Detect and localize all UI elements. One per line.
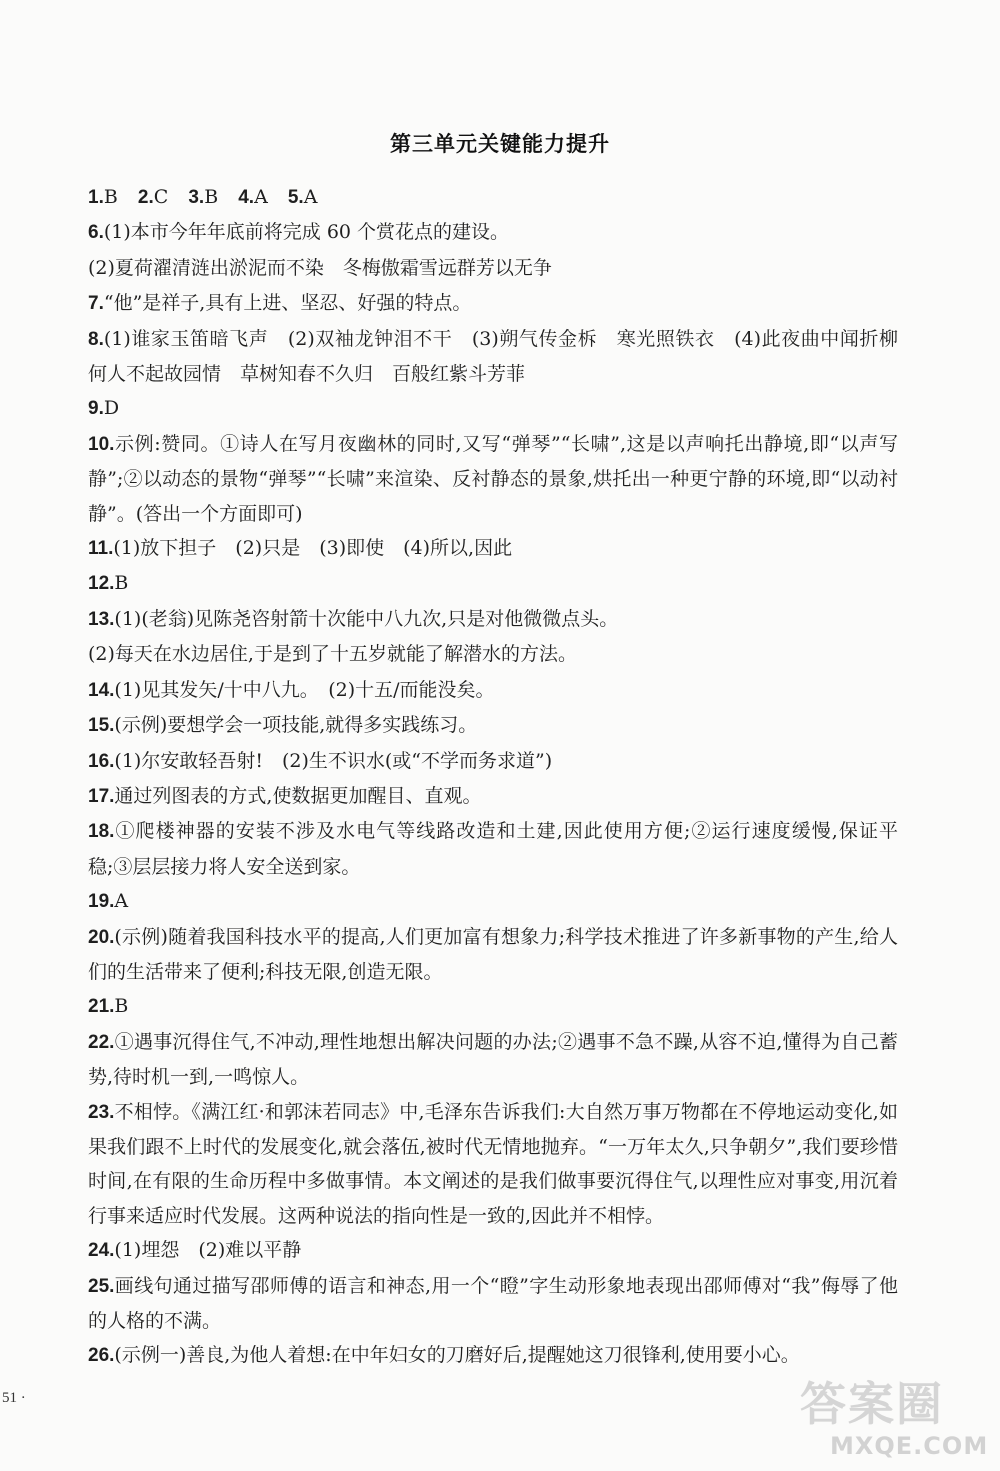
answer-number: 8. <box>88 328 104 350</box>
answer-item <box>88 391 898 426</box>
answer-number: 2. <box>137 187 154 208</box>
answer-number: 10. <box>88 433 115 455</box>
answer-number: 4. <box>238 187 255 208</box>
answer-text: A <box>114 890 129 913</box>
answer-item <box>88 1095 898 1234</box>
answer-text: A <box>303 186 318 208</box>
answer-item <box>88 779 898 814</box>
answer-text: 示例:赞同。①诗人在写月夜幽林的同时,又写“弹琴”“长啸”,这是以声响托出静境,即“以声写静”;②以动态的景物“弹琴”“长啸”来渲染、反衬静态的景象,烘托出一种更宁静的环境,即“以动衬静”。(答出一个方面即可) <box>88 432 898 525</box>
answer-number: 19. <box>88 891 115 913</box>
answer-item <box>88 322 918 392</box>
answer-item <box>88 920 898 990</box>
answer-item <box>88 673 898 708</box>
answer-text: (示例)随着我国科技水平的提高,人们更加富有想象力;科学技术推进了许多新事物的产生,给人们的生活带来了便利;科技无限,创造无限。 <box>88 925 898 983</box>
answer-item <box>88 1338 898 1373</box>
page-title: 第三单元关键能力提升 <box>390 132 610 156</box>
answer-item <box>88 814 898 884</box>
answer-item <box>88 1233 898 1268</box>
answer-item <box>88 566 898 601</box>
answer-item <box>88 286 898 321</box>
answer-item <box>88 989 898 1024</box>
answer-item <box>88 427 898 531</box>
answer-number: 25. <box>88 1275 115 1297</box>
answer-number: 21. <box>88 996 115 1018</box>
answer-text: (1)埋怨 (2)难以平静 <box>114 1239 302 1262</box>
watermark-chars: 答案圈 <box>800 1377 944 1431</box>
answer-text: B <box>114 572 129 595</box>
answer-text: (1)放下担子 (2)只是 (3)即使 (4)所以,因此 <box>113 537 513 560</box>
answer-text: ①爬楼神器的安装不涉及水电气等线路改造和土建,因此使用方便;②运行速度缓慢,保证平稳;③层层接力将人安全送到家。 <box>88 820 898 878</box>
answer-item-1-5 <box>88 180 898 215</box>
answer-text: 通过列图表的方式,使数据更加醒目、直观。 <box>114 784 482 807</box>
answer-text: 画线句通过描写邵师傅的语言和神态,用一个“瞪”字生动形象地表现出邵师傅对“我”侮辱了他的人格的不满。 <box>88 1274 898 1332</box>
answer-text: (示例)要想学会一项技能,就得多实践练习。 <box>114 714 478 737</box>
answer-number: 15. <box>88 715 115 737</box>
answer-text: (1)谁家玉笛暗飞声 (2)双袖龙钟泪不干 (3)朔气传金柝 寒光照铁衣 (4)此夜曲中闻折柳 何人不起故园情 草树知春不久归 百般红紫斗芳菲 <box>88 327 918 386</box>
answer-number: 11. <box>88 538 114 560</box>
answer-item <box>88 744 898 779</box>
watermark-url: MXQE.COM <box>830 1432 989 1460</box>
answer-text: A <box>254 186 268 208</box>
answer-number: 26. <box>88 1345 115 1367</box>
answer-text: D <box>103 397 120 420</box>
answer-number: 16. <box>88 750 115 772</box>
answer-item <box>88 531 898 566</box>
answer-number: 18. <box>88 821 115 843</box>
answer-text: “他”是祥子,具有上进、坚忍、好强的特点。 <box>103 292 472 315</box>
answer-text: B <box>204 186 219 208</box>
answer-number: 5. <box>287 187 304 208</box>
answer-number: 1. <box>88 187 104 208</box>
answer-item <box>88 215 898 250</box>
answer-text: (2)每天在水边居住,于是到了十五岁就能了解潜水的方法。 <box>88 643 577 666</box>
answer-text: C <box>153 186 169 208</box>
answer-text: B <box>103 186 118 208</box>
answer-text: (1)见其发矢/十中八九。 (2)十五/而能没矣。 <box>114 678 495 701</box>
answer-text: (1)(老翁)见陈尧咨射箭十次能中八九次,只是对他微微点头。 <box>114 607 619 630</box>
answer-number: 20. <box>88 926 115 948</box>
answer-number: 17. <box>88 785 115 807</box>
answer-text: ①遇事沉得住气,不冲动,理性地想出解决问题的办法;②遇事不急不躁,从容不迫,懂得为自己蓄势,待时机一到,一鸣惊人。 <box>88 1030 898 1089</box>
answer-item <box>88 602 898 637</box>
answer-text: B <box>114 995 129 1018</box>
answer-number: 6. <box>88 222 104 244</box>
answer-number: 7. <box>88 293 104 315</box>
answer-item <box>88 884 898 919</box>
answer-item <box>88 1269 898 1339</box>
answer-list <box>88 180 918 1374</box>
answer-number: 23. <box>88 1101 115 1123</box>
answer-item <box>88 637 898 672</box>
answer-number: 13. <box>88 608 115 630</box>
answer-text: (2)夏荷濯清涟出淤泥而不染 冬梅傲霜雪远群芳以无争 <box>88 256 552 279</box>
answer-number: 14. <box>88 679 115 701</box>
answer-text: (1)本市今年年底前将完成 60 个赏花点的建设。 <box>103 221 510 244</box>
answer-number: 24. <box>88 1240 115 1262</box>
answer-number: 12. <box>88 573 115 595</box>
answer-text: (1)尔安敢轻吾射! (2)生不识水(或“不学而务求道”) <box>114 749 553 772</box>
answer-item <box>88 708 898 743</box>
watermark-logo <box>800 1368 996 1468</box>
answer-item <box>88 1025 898 1095</box>
answer-number: 9. <box>88 398 104 420</box>
answer-item <box>88 251 898 286</box>
answer-number: 22. <box>88 1031 115 1053</box>
answer-text: 不相悖。《满江红·和郭沫若同志》中,毛泽东告诉我们:大自然万事万物都在不停地运动变化,如果我们跟不上时代的发展变化,就会落伍,被时代无情地抛弃。“一万年太久,只争朝夕”,我们要珍惜时间,在有限的生命历程中多做事情。本文阐述的是我们做事要沉得住气,以理性应对事变,用沉着行事来适应时代发展。这两种说法的指向性是一致的,因此并不相悖。 <box>88 1100 898 1227</box>
answer-text: (示例一)善良,为他人着想:在中年妇女的刀磨好后,提醒她这刀很锋利,使用要小心。 <box>114 1344 800 1367</box>
answer-number: 3. <box>188 187 205 208</box>
page-number: 51 · <box>2 1390 26 1406</box>
